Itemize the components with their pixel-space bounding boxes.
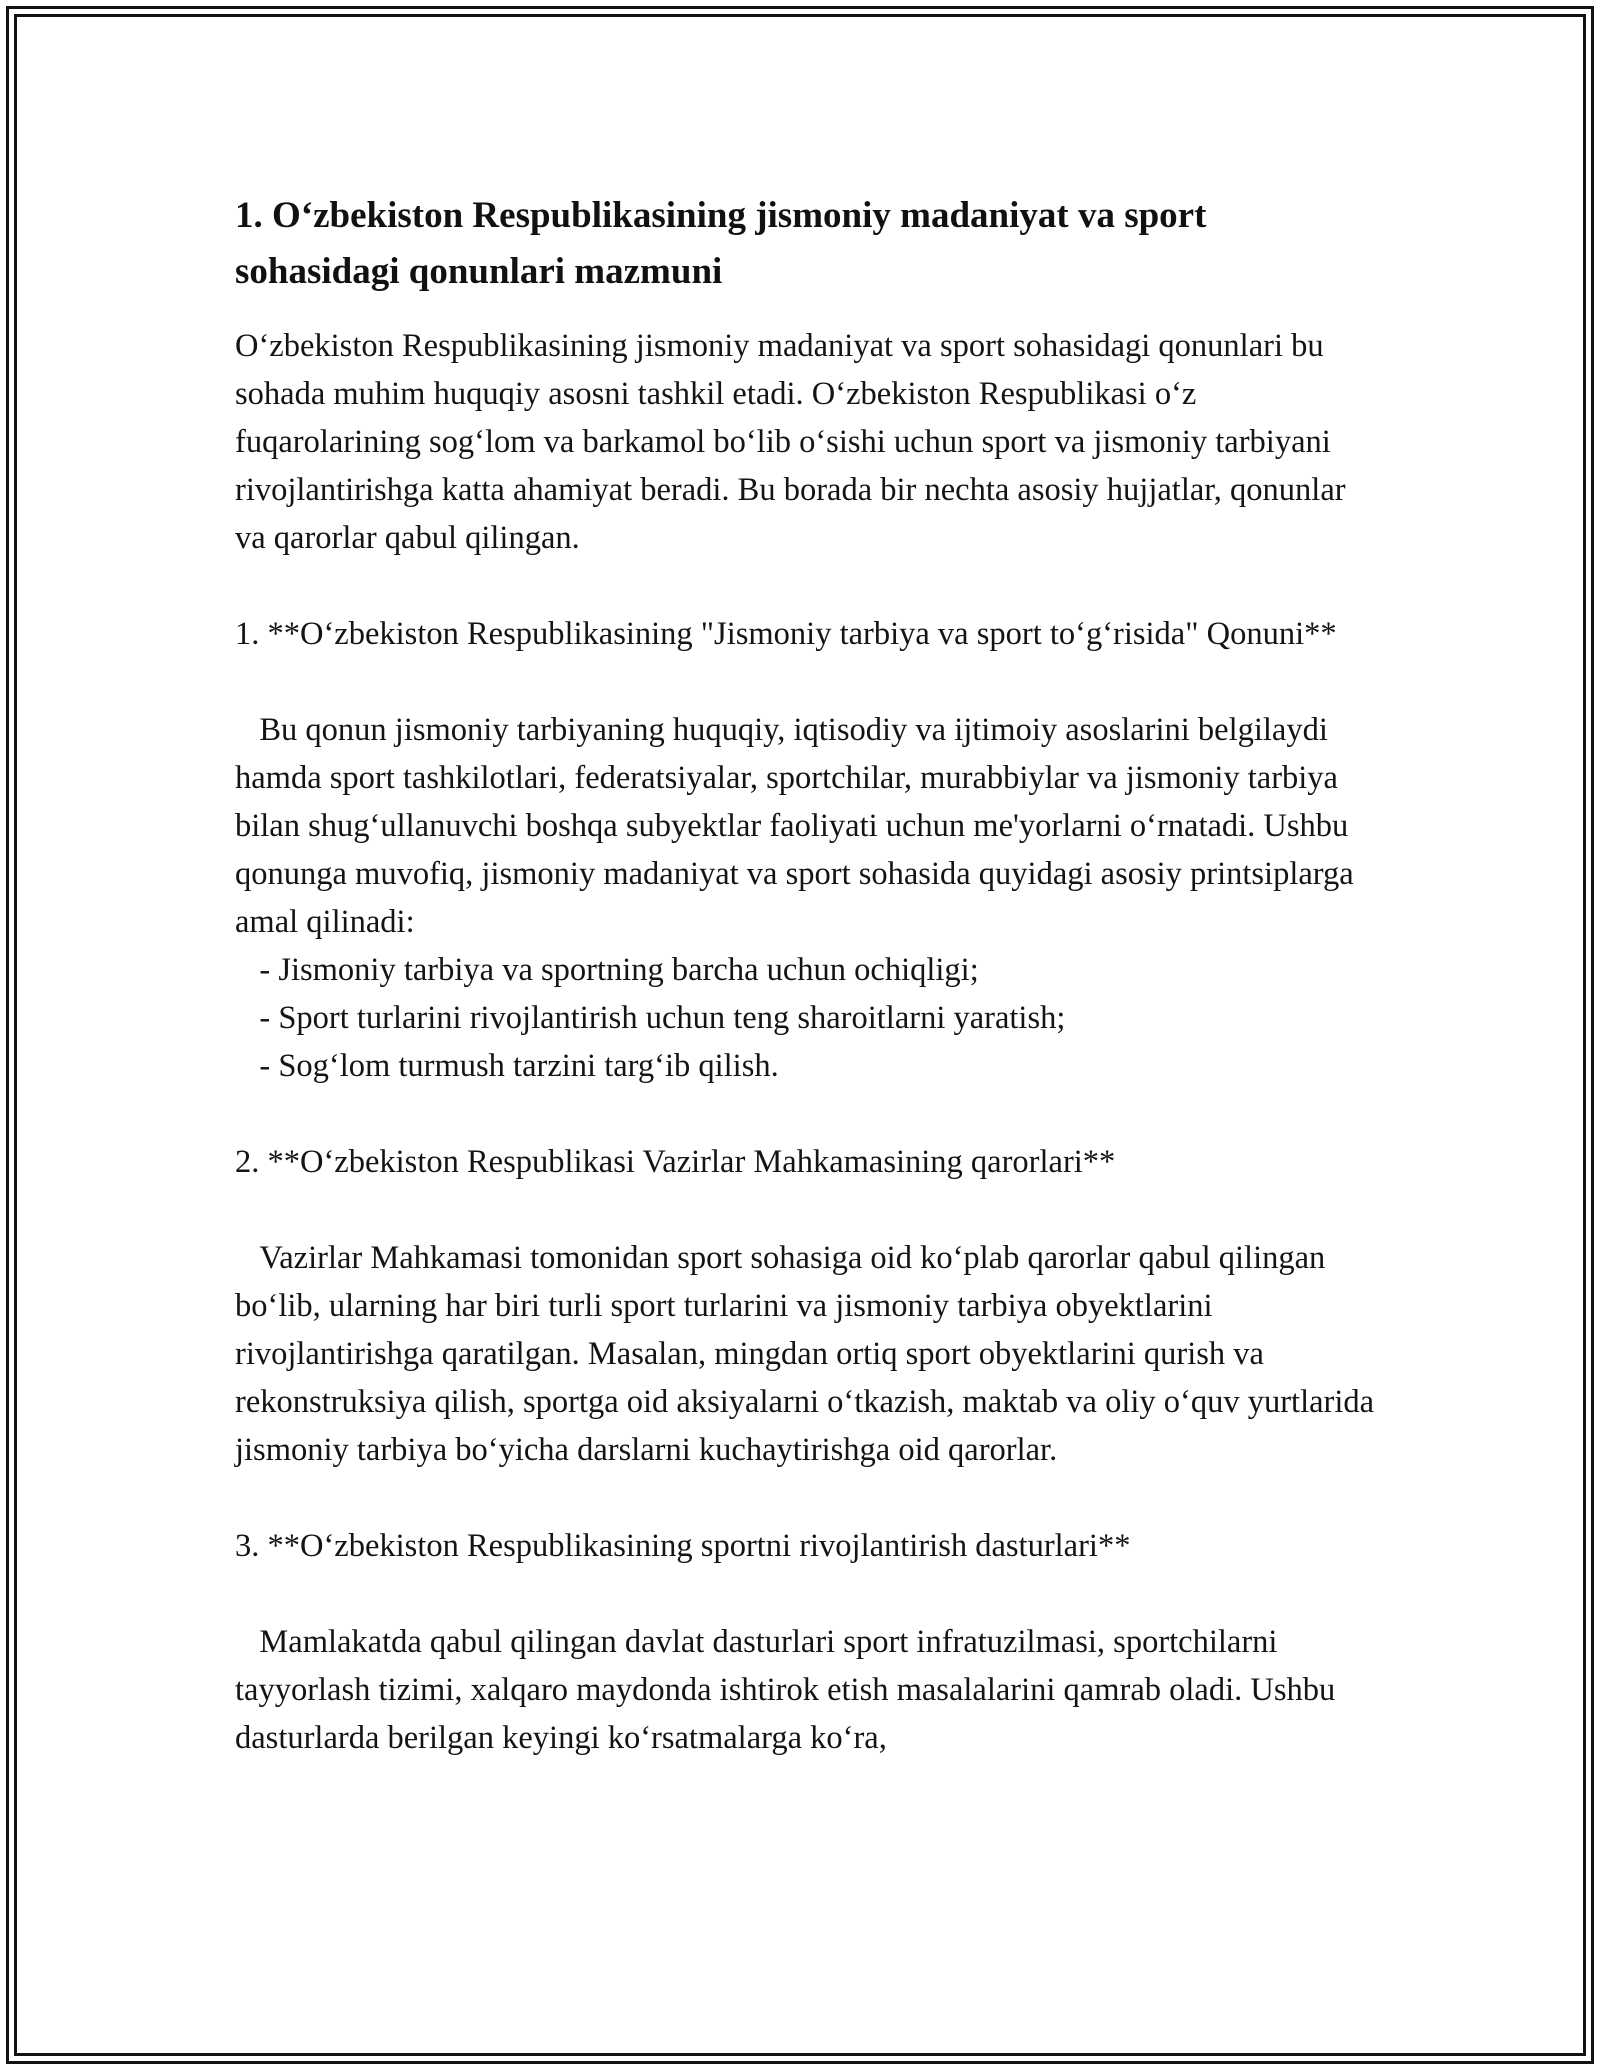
- document-content: [235, 188, 1383, 1762]
- paragraph-spacer: [235, 1090, 1375, 1138]
- document-title: 1. O‘zbekiston Respublikasining jismoniy madaniyat va sport sohasidagi qonunlari mazmuni: [235, 195, 1207, 292]
- section-2-body: Vazirlar Mahkamasi tomonidan sport sohasiga oid ko‘plab qarorlar qabul qilingan bo‘lib, ularning har biri turli sport turlarini va jismoniy tarbiya obyektlarini rivojlantirishga qaratilgan. Masalan, mingdan ortiq sport obyektlarini qurish va rekonstruksiya qilish, sportga oid aksiyalarni o‘tkazish, maktab va oliy o‘quv yurtlarida jismoniy tarbiya bo‘yicha darslarni kuchaytirishga oid qarorlar.: [235, 1240, 1383, 1468]
- section-3-body: Mamlakatda qabul qilingan davlat dasturlari sport infratuzilmasi, sportchilarni tayyorlash tizimi, xalqaro maydonda ishtirok etish masalalarini qamrab oladi. Ushbu dasturlarda berilgan keyingi ko‘rsatmalarga ko‘ra,: [235, 1624, 1344, 1756]
- paragraph-spacer: [235, 658, 1375, 706]
- section-1-body: Bu qonun jismoniy tarbiyaning huquqiy, iqtisodiy va ijtimoiy asoslarini belgilaydi hamda sport tashkilotlari, federatsiyalar, sportchilar, murabbiylar va jismoniy tarbiya bilan shug‘ullanuvchi boshqa subyektlar faoliyati uchun me'yorlarni o‘rnatadi. Ushbu qonunga muvofiq, jismoniy madaniyat va sport sohasida quyidagi asosiy printsiplarga amal qilinadi:: [235, 712, 1362, 940]
- section-3-heading: 3. **O‘zbekiston Respublikasining sportni rivojlantirish dasturlari**: [235, 1528, 1131, 1564]
- intro-paragraph: O‘zbekiston Respublikasining jismoniy madaniyat va sport sohasidagi qonunlari bu sohada muhim huquqiy asosni tashkil etadi. O‘zbekiston Respublikasi o‘z fuqarolarining sog‘lom va barkamol bo‘lib o‘sishi uchun sport va jismoniy tarbiyani rivojlantirishga katta ahamiyat beradi. Bu borada bir nechta asosiy hujjatlar, qonunlar va qarorlar qabul qilingan.: [235, 328, 1354, 556]
- section-2-heading: 2. **O‘zbekiston Respublikasi Vazirlar Mahkamasining qarorlari**: [235, 1144, 1116, 1180]
- section-1-bullet: - Sog‘lom turmush tarzini targ‘ib qilish.: [235, 1048, 779, 1084]
- paragraph-spacer: [235, 1474, 1375, 1522]
- section-1-heading: 1. **O‘zbekiston Respublikasining "Jismoniy tarbiya va sport to‘g‘risida" Qonuni**: [235, 616, 1337, 652]
- paragraph-spacer: [235, 562, 1375, 610]
- paragraph-spacer: [235, 1570, 1375, 1618]
- section-1-bullet: - Jismoniy tarbiya va sportning barcha uchun ochiqligi;: [235, 952, 979, 988]
- paragraph-spacer: [235, 1186, 1375, 1234]
- section-1-bullet: - Sport turlarini rivojlantirish uchun teng sharoitlarni yaratish;: [235, 1000, 1066, 1036]
